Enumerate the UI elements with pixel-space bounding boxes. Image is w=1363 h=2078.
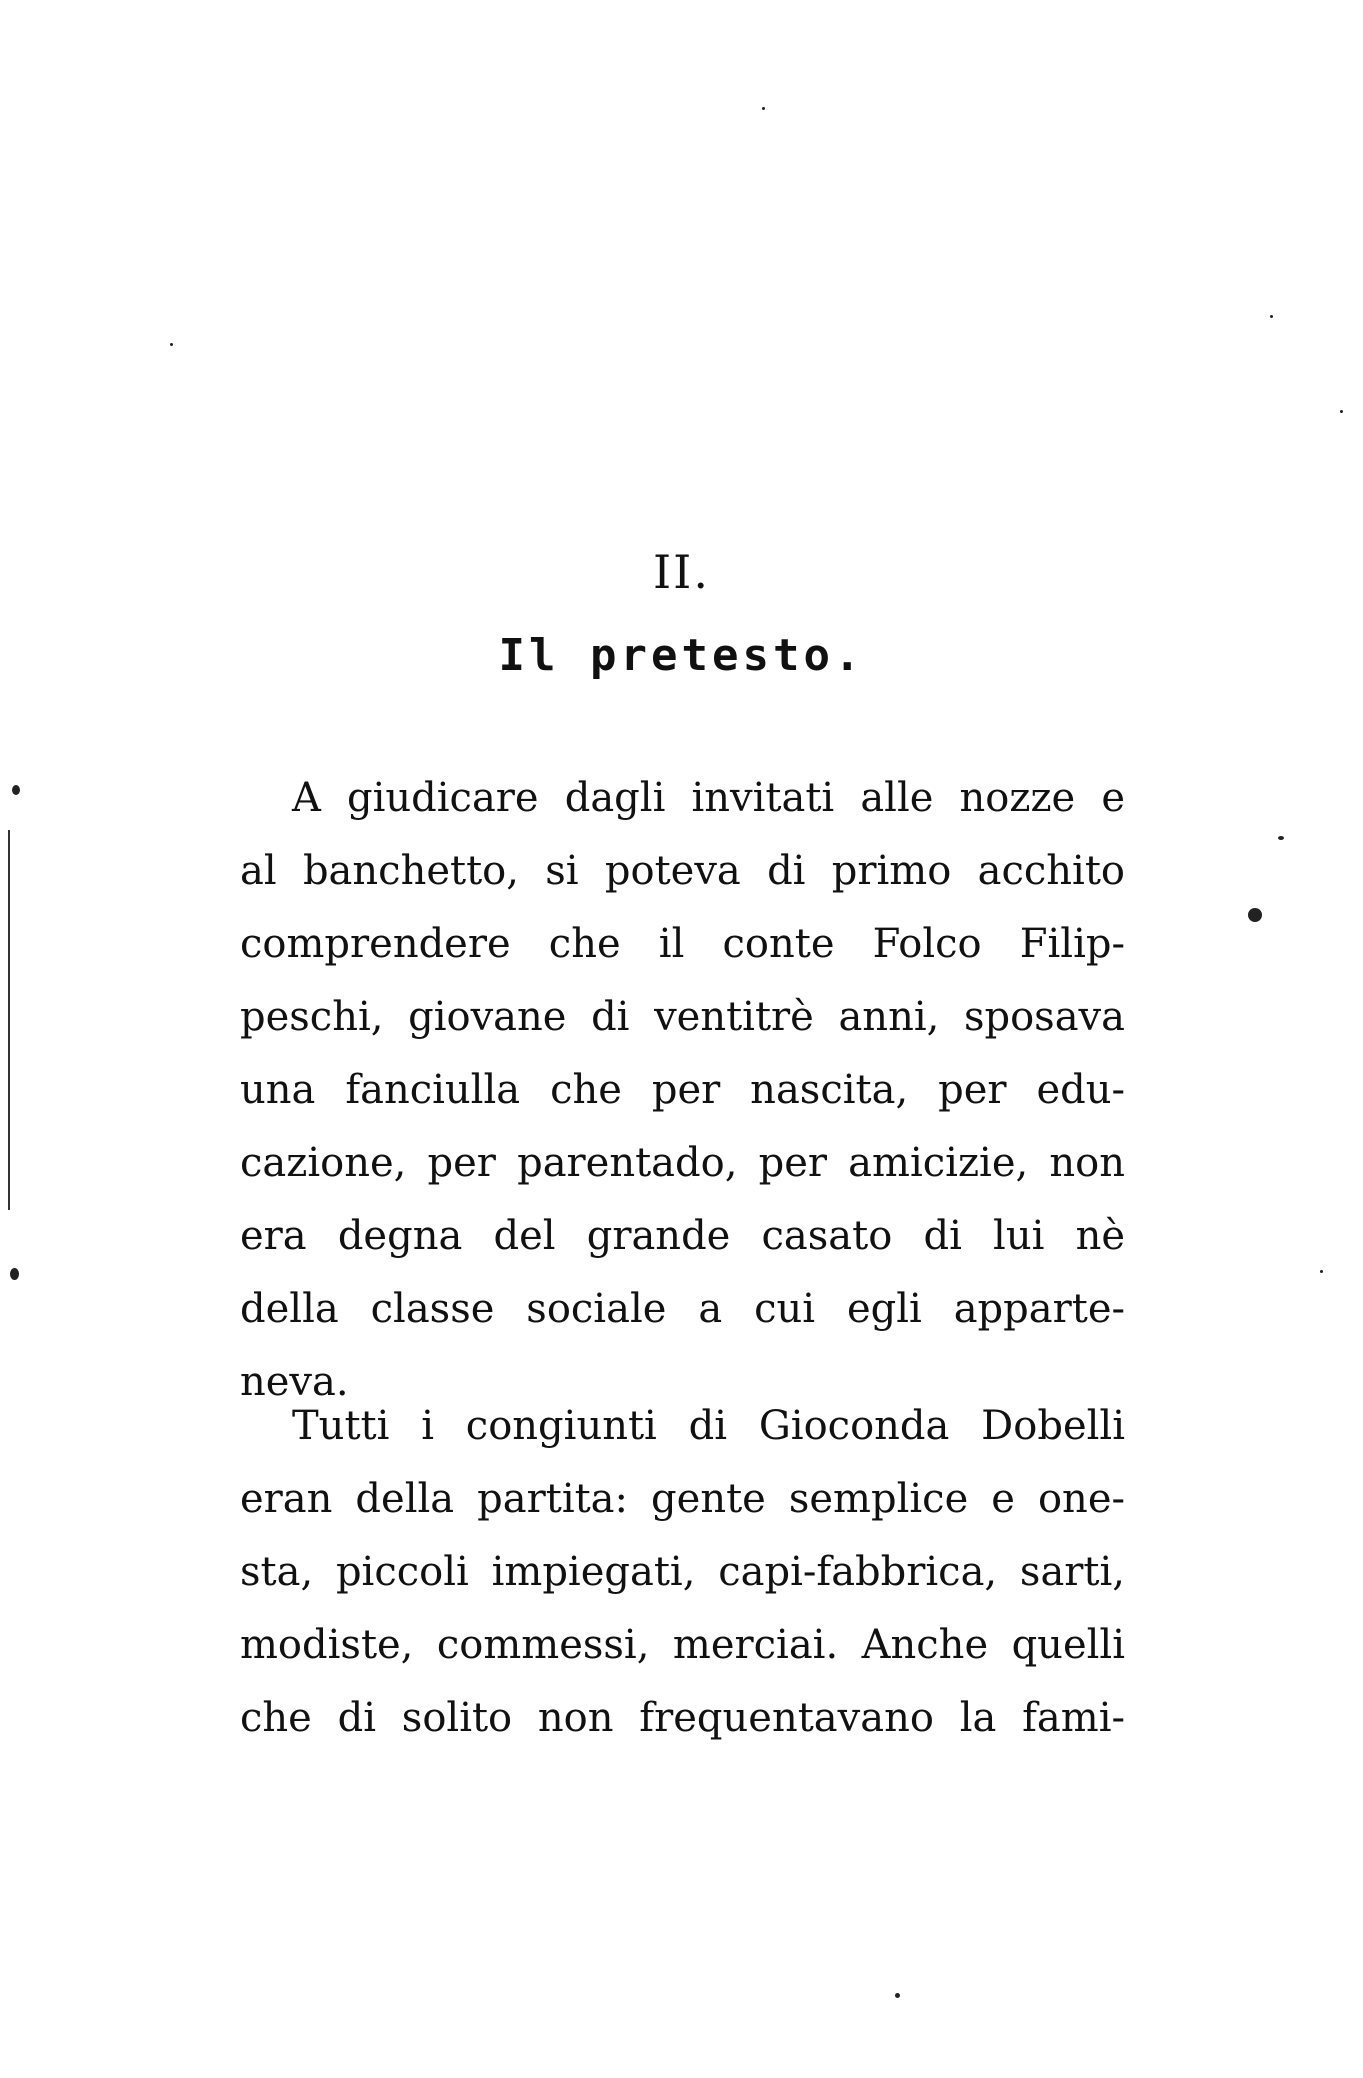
text-line: che di solito non frequentavano la fami- xyxy=(240,1695,1125,1741)
ink-speck xyxy=(10,1268,19,1280)
text-line: una fanciulla che per nascita, per edu- xyxy=(240,1067,1125,1113)
ink-speck xyxy=(762,107,765,110)
ink-speck xyxy=(1248,908,1262,922)
paragraph-1 xyxy=(240,762,1125,1419)
chapter-title: Il pretesto. xyxy=(498,630,865,681)
chapter-number: II. xyxy=(653,545,710,599)
text-line: era degna del grande casato di lui nè xyxy=(240,1213,1125,1259)
ink-speck xyxy=(1320,1270,1323,1273)
text-line: sta, piccoli impiegati, capi-fabbrica, sarti, xyxy=(240,1549,1125,1595)
ink-speck xyxy=(12,785,20,795)
text-line: cazione, per parentado, per amicizie, non xyxy=(240,1140,1125,1186)
text-line: della classe sociale a cui egli apparte- xyxy=(240,1286,1125,1332)
ink-speck xyxy=(1340,410,1343,413)
text-line: neva. xyxy=(240,1359,349,1405)
text-line: al banchetto, si poteva di primo acchito xyxy=(240,848,1125,894)
ink-speck xyxy=(1278,836,1284,840)
ink-speck xyxy=(895,1993,900,1998)
ink-speck xyxy=(170,343,173,346)
ink-speck xyxy=(1270,315,1273,318)
text-line: modiste, commessi, merciai. Anche quelli xyxy=(240,1622,1125,1668)
text-line: comprendere che il conte Folco Filip- xyxy=(240,921,1125,967)
text-line: peschi, giovane di ventitrè anni, sposava xyxy=(240,994,1125,1040)
paragraph-2 xyxy=(240,1390,1125,1755)
page-edge-mark xyxy=(8,830,10,1210)
text-line: Tutti i congiunti di Gioconda Dobelli xyxy=(292,1403,1125,1449)
text-line: A giudicare dagli invitati alle nozze e xyxy=(292,775,1125,821)
text-line: eran della partita: gente semplice e one- xyxy=(240,1476,1125,1522)
